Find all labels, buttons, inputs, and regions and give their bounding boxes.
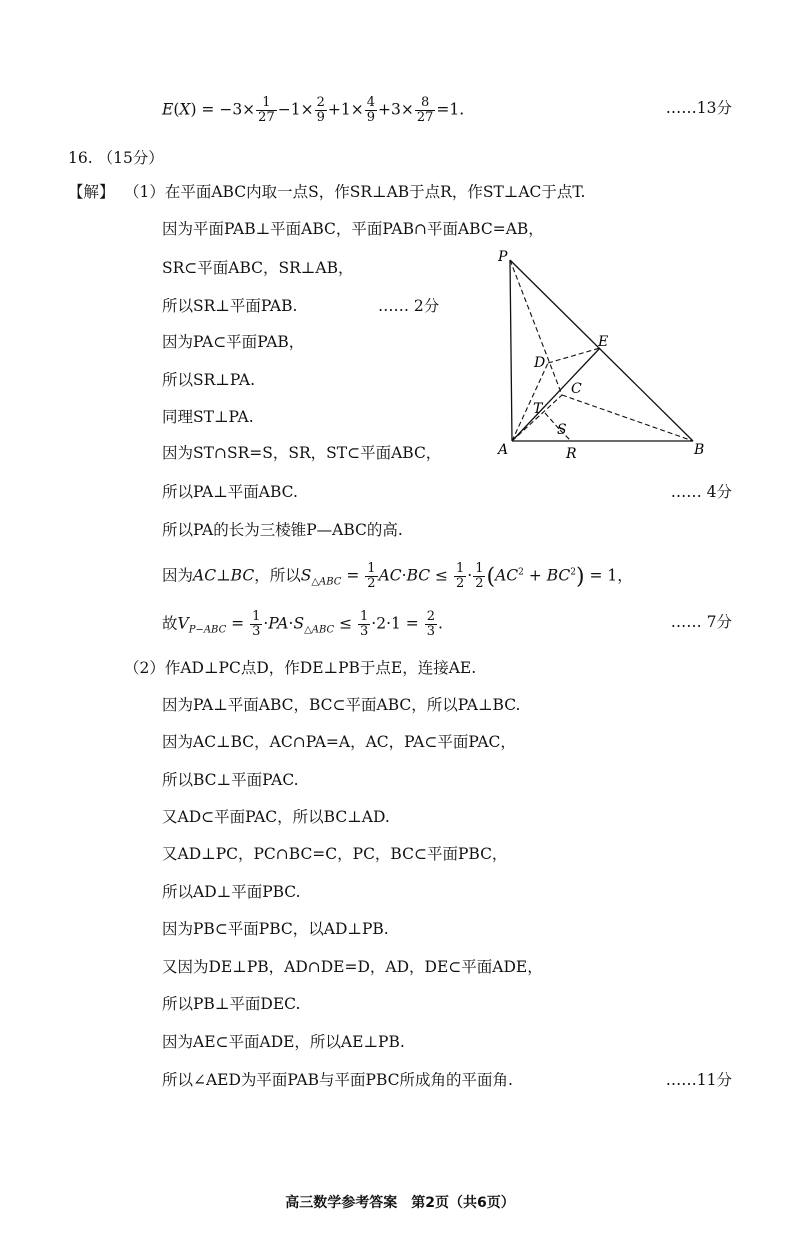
line-m9: 所以PB⊥平面DEC. [162,995,301,1013]
expectation-line: E(X) = −3× $\frac{1}{27}$ −1× $\frac{2}{9}$ +1× $\frac{4}{9}$ +3× $\frac{8}{27}$ =1. [162,95,465,125]
label-R: R [566,446,577,462]
line-7: 因为ST∩SR=S，SR，ST⊂平面ABC， [162,444,442,462]
page-footer: 高三数学参考答案 第2页（共6页） [285,1195,515,1211]
line-m8: 又因为DE⊥PB，AD∩DE=D，AD，DE⊂平面ADE， [162,958,543,976]
line-m7: 因为PB⊂平面PBC，以AD⊥PB. [162,920,389,938]
line-m2: 因为AC⊥BC，AC∩PA=A，AC，PA⊂平面PAC， [162,733,516,751]
score-2: …… 2分 [378,297,440,315]
score-11: ……11分 [665,1071,732,1089]
line-3: 所以SR⊥平面PAB. [162,297,298,315]
part2-intro: （2）作AD⊥PC点D，作DE⊥PB于点E，连接AE. [124,659,477,677]
tetrahedron-figure [490,245,720,470]
line-5: 所以SR⊥PA. [162,371,255,389]
score-13: ……13分 [665,99,732,117]
label-S: S [557,422,567,438]
label-C: C [571,381,582,397]
label-B: B [694,442,705,458]
question-number: 16. （15分） [68,149,164,167]
label-P: P [498,249,508,265]
label-E: E [598,334,609,350]
line-m5: 又AD⊥PC，PC∩BC=C，PC，BC⊂平面PBC， [162,845,508,863]
line-m4: 又AD⊂平面PAC，所以BC⊥AD. [162,808,390,826]
edge-PC [510,260,562,395]
line-6: 同理ST⊥PA. [162,408,254,426]
line-9: 所以PA的长为三棱锥P—ABC的高. [162,521,403,539]
line-m6: 所以AD⊥平面PBC. [162,883,301,901]
label-T: T [533,401,543,417]
edge-PA [510,260,512,441]
solution-tag: 【解】 [68,183,115,201]
line-2: SR⊂平面ABC，SR⊥AB， [162,259,354,277]
line-m10: 因为AE⊂平面ADE，所以AE⊥PB. [162,1033,405,1051]
label-A: A [498,442,509,458]
line-8: 所以PA⊥平面ABC. [162,483,298,501]
volume-inequality: 故$V_{P-ABC}$ = $\frac{1}{3}$ $\cdot PA\cdot S_{\triangle ABC}$ ≤ $\frac{1}{3}$ ·2·1 = $\frac{2}{3}$ . [162,609,443,639]
edge-AE [512,348,600,441]
line-m3: 所以BC⊥平面PAC. [162,771,299,789]
score-7: …… 7分 [670,613,732,631]
area-inequality: 因为AC⊥BC，所以$S_{\triangle ABC}$ = $\frac{1}{2}$ AC·BC ≤ $\frac{1}{2}$ · $\frac{1}{2}$ $(AC^2 + BC^2) = 1$， [162,561,633,591]
line-m11: 所以∠AED为平面PAB与平面PBC所成角的平面角. [162,1071,513,1089]
edge-CB [562,395,693,441]
part1-intro: （1）在平面ABC内取一点S，作SR⊥AB于点R，作ST⊥AC于点T. [124,183,586,201]
score-4: …… 4分 [670,483,732,501]
label-D: D [534,355,546,371]
line-1: 因为平面PAB⊥平面ABC，平面PAB∩平面ABC=AB， [162,220,544,238]
line-4: 因为PA⊂平面PAB， [162,333,305,351]
edge-AD [512,363,548,441]
line-m1: 因为PA⊥平面ABC，BC⊂平面ABC，所以PA⊥BC. [162,696,521,714]
